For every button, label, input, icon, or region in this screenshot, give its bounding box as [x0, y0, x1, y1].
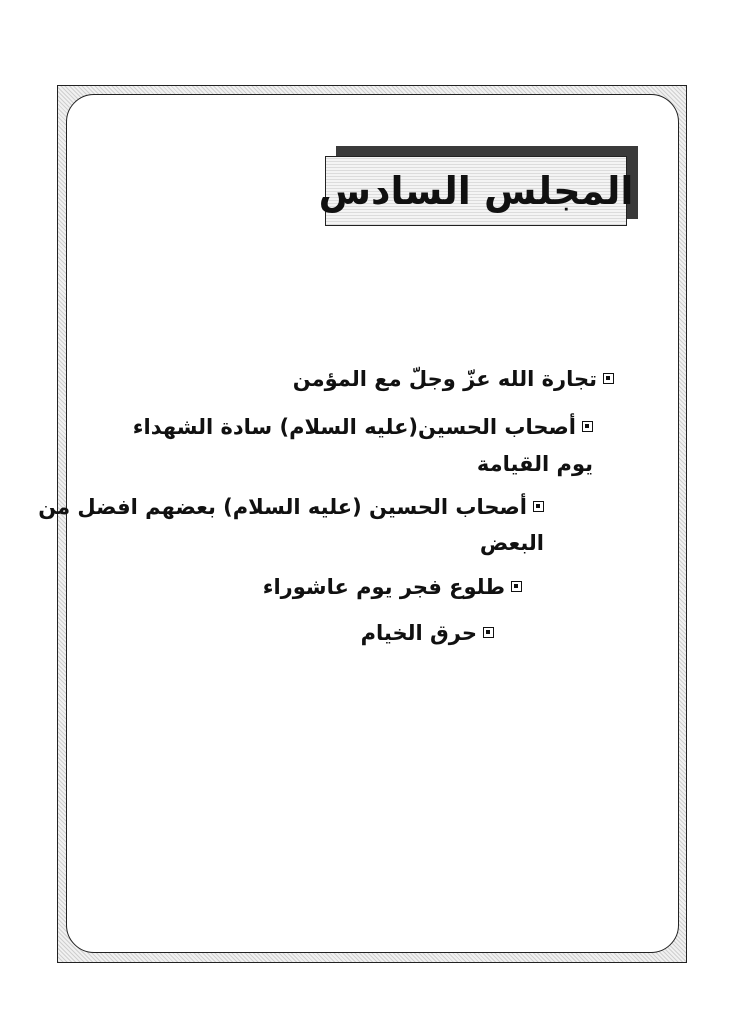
- page-title: المجلس السادس: [318, 169, 634, 213]
- list-item-text: تجارة الله عزّ وجلّ مع المؤمن: [292, 367, 597, 391]
- list-item: [293, 358, 614, 401]
- list-item-continuation-text: البعض: [479, 531, 544, 555]
- title-box: [318, 156, 634, 226]
- list-item-continuation: [477, 443, 593, 486]
- list-item: [361, 612, 494, 655]
- list-item: [263, 566, 522, 609]
- square-bullet-icon: [603, 373, 614, 384]
- list-item-continuation-text: يوم القيامة: [476, 452, 593, 476]
- list-item-text: طلوع فجر يوم عاشوراء: [262, 575, 505, 599]
- list-item-text: أصحاب الحسين (عليه السلام) بعضهم افضل من: [38, 495, 527, 519]
- list-item-text: أصحاب الحسين(عليه السلام) سادة الشهداء: [132, 415, 576, 439]
- square-bullet-icon: [533, 501, 544, 512]
- list-item-text: حرق الخيام: [360, 621, 477, 645]
- square-bullet-icon: [483, 627, 494, 638]
- square-bullet-icon: [582, 421, 593, 432]
- list-item-continuation: [480, 522, 544, 565]
- list-item: [38, 486, 544, 529]
- square-bullet-icon: [511, 581, 522, 592]
